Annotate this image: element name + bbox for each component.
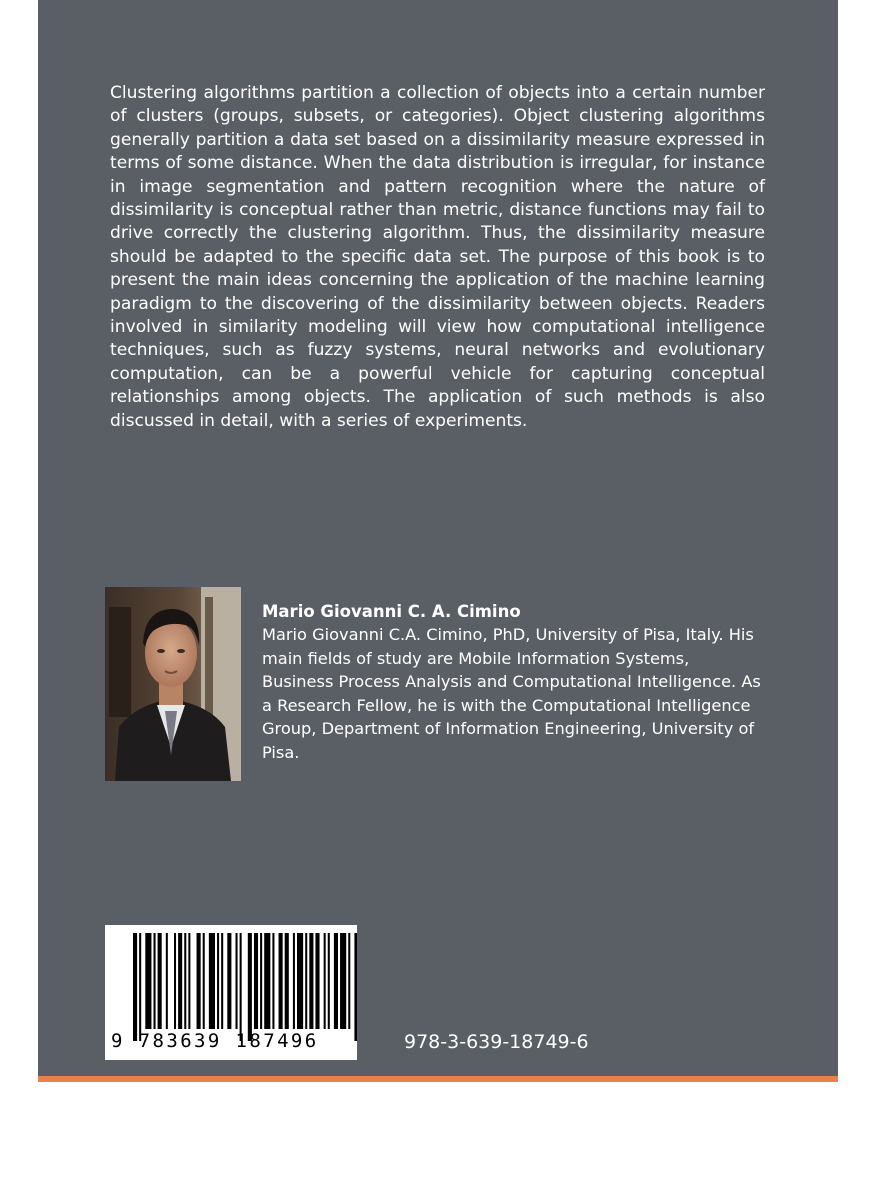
barcode-bar xyxy=(264,933,270,1029)
barcode-bar xyxy=(203,933,205,1029)
author-portrait-image xyxy=(105,587,241,781)
barcode-bar xyxy=(279,933,283,1029)
barcode-bar xyxy=(334,933,338,1029)
barcode-bar xyxy=(305,933,307,1029)
barcode-bar xyxy=(285,933,289,1029)
barcode-bar xyxy=(178,933,182,1029)
author-bio: Mario Giovanni C.A. Cimino, PhD, University of Pisa, Italy. His main fields of study are Mobile Information Systems, Business Process Analysis and Computational Intelligence. As a Research Fellow, he is with the Computational Intelligence Group, Department of Information Engineering, University of Pisa. xyxy=(262,625,761,762)
barcode-bar xyxy=(254,933,258,1029)
barcode-bar xyxy=(260,933,262,1029)
barcode-bar xyxy=(354,933,357,1041)
author-name: Mario Giovanni C. A. Cimino xyxy=(262,602,521,621)
barcode-bar xyxy=(348,933,350,1029)
barcode-bar xyxy=(166,933,168,1029)
orange-stripe xyxy=(38,1076,838,1082)
barcode-bar xyxy=(297,933,303,1029)
barcode-bar xyxy=(328,933,330,1029)
barcode-bar xyxy=(240,933,242,1041)
book-description: Clustering algorithms partition a collection of objects into a certain number of clusters (groups, subsets, or categories). Object clustering algorithms generally partition a data set based on a dissimilarity measure expressed in terms of some distance. When the data distribution is irregular, for instance in image segmentation and pattern recognition where the nature of dissimilarity is conceptual rather than metric, distance functions may fail to drive correctly the clustering algorithm. Thus, the dissimilarity measure should be adapted to the specific data set. The purpose of this book is to present the main ideas concerning the application of the machine learning paradigm to the discovering of the dissimilarity between objects. Readers involved in similarity modeling will view how computational intelligence techniques, such as fuzzy systems, neural networks and evolutionary computation, can be a powerful vehicle for capturing conceptual relationships among objects. The application of such methods is also discussed in detail, with a series of experiments. xyxy=(110,83,765,431)
barcode-bar xyxy=(139,933,141,1041)
barcode-bar xyxy=(315,933,319,1029)
barcode-bar xyxy=(184,933,186,1029)
barcode-bar xyxy=(324,933,326,1029)
barcode-bar xyxy=(248,933,252,1041)
barcode-bar xyxy=(340,933,346,1029)
barcode-bar xyxy=(133,933,137,1041)
barcode-bar xyxy=(188,933,190,1029)
barcode-bar xyxy=(309,933,313,1029)
isbn-number: 978-3-639-18749-6 xyxy=(404,1031,589,1053)
barcode xyxy=(105,925,357,1060)
barcode-bar xyxy=(221,933,223,1029)
barcode-bar xyxy=(272,933,274,1029)
barcode-bar xyxy=(197,933,201,1029)
barcode-bar xyxy=(174,933,176,1029)
barcode-bar xyxy=(158,933,162,1029)
barcode-bar xyxy=(293,933,295,1029)
barcode-bar xyxy=(145,933,151,1029)
barcode-bar xyxy=(236,933,238,1029)
author-photo xyxy=(105,587,241,781)
barcode-bar xyxy=(227,933,231,1029)
barcode-bar xyxy=(154,933,156,1029)
barcode-bar xyxy=(209,933,215,1029)
barcode-bar xyxy=(217,933,219,1029)
barcode-digits: 9 783639 187496 xyxy=(111,1030,319,1052)
